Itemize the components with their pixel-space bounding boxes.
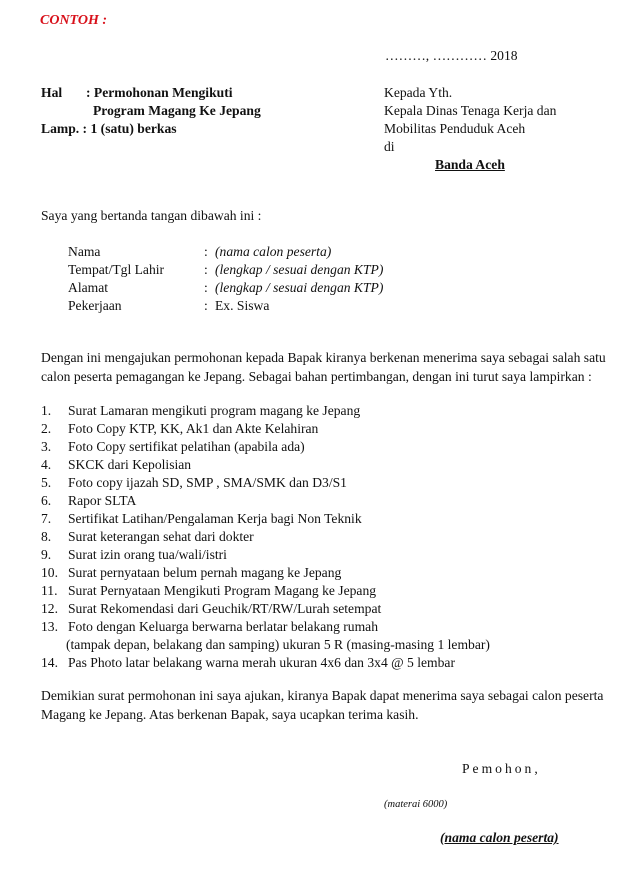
recipient-city: Banda Aceh bbox=[435, 157, 505, 172]
item-text: Surat izin orang tua/wali/istri bbox=[68, 547, 227, 562]
item-number: 13. bbox=[41, 619, 58, 634]
item-text: Surat keterangan sehat dari dokter bbox=[68, 529, 254, 544]
item-text: SKCK dari Kepolisian bbox=[68, 457, 192, 472]
identity-colon: : bbox=[204, 262, 208, 277]
closing-paragraph: Demikian surat permohonan ini saya ajukan, kiranya Bapak dapat menerima saya sebagai calon peserta Magang ke Jepang. Atas berkenan Bapak, saya ucapkan terima kasih. bbox=[41, 688, 604, 722]
item-number: 3. bbox=[41, 439, 52, 454]
identity-label: Pekerjaan bbox=[68, 298, 122, 313]
item-text: Surat Lamaran mengikuti program magang ke Jepang bbox=[68, 403, 361, 418]
identity-value: (lengkap / sesuai dengan KTP) bbox=[215, 262, 384, 277]
item-text: Surat Pernyataan Mengikuti Program Magang ke Jepang bbox=[68, 583, 377, 598]
item-number: 2. bbox=[41, 421, 52, 436]
item-number: 8. bbox=[41, 529, 52, 544]
item-number: 4. bbox=[41, 457, 52, 472]
stamp-duty-note: (materai 6000) bbox=[384, 799, 448, 810]
identity-colon: : bbox=[204, 298, 208, 313]
identity-label: Alamat bbox=[68, 280, 109, 295]
identity-value: Ex. Siswa bbox=[215, 298, 270, 313]
item-number: 6. bbox=[41, 493, 52, 508]
hal-subject-line2: Program Magang Ke Jepang bbox=[93, 103, 261, 118]
recipient-block bbox=[384, 84, 556, 156]
hal-subject-line1: : Permohonan Mengikuti bbox=[86, 85, 233, 100]
item-number: 10. bbox=[41, 565, 58, 580]
item-text: Surat pernyataan belum pernah magang ke Jepang bbox=[68, 565, 342, 580]
applicant-name: (nama calon peserta) bbox=[440, 830, 559, 845]
identity-colon: : bbox=[204, 244, 208, 259]
item-number: 1. bbox=[41, 403, 52, 418]
recipient-line4: di bbox=[384, 139, 395, 154]
request-paragraph: Dengan ini mengajukan permohonan kepada Bapak kiranya berkenan menerima saya sebagai salah satu calon peserta pemagangan ke Jepang. Sebagai bahan pertimbangan, dengan ini turut saya lampirkan : bbox=[41, 350, 606, 384]
identity-value: (nama calon peserta) bbox=[215, 244, 332, 259]
identity-label: Tempat/Tgl Lahir bbox=[68, 262, 165, 277]
identity-value: (lengkap / sesuai dengan KTP) bbox=[215, 280, 384, 295]
item-text: Foto Copy KTP, KK, Ak1 dan Akte Kelahiran bbox=[68, 421, 319, 436]
applicant-label: Pemohon, bbox=[462, 761, 541, 776]
item-text: Sertifikat Latihan/Pengalaman Kerja bagi Non Teknik bbox=[68, 511, 362, 526]
item-text: Foto copy ijazah SD, SMP , SMA/SMK dan D3/S1 bbox=[68, 475, 347, 490]
item-number: 5. bbox=[41, 475, 52, 490]
lampiran-line: Lamp. : 1 (satu) berkas bbox=[41, 121, 177, 136]
item-number: 12. bbox=[41, 601, 58, 616]
identity-label: Nama bbox=[68, 244, 101, 259]
recipient-line2: Kepala Dinas Tenaga Kerja dan bbox=[384, 103, 557, 118]
item-text: Surat Rekomendasi dari Geuchik/RT/RW/Lurah setempat bbox=[68, 601, 382, 616]
item-number: 14. bbox=[41, 655, 58, 670]
item-text: (tampak depan, belakang dan samping) ukuran 5 R (masing-masing 1 lembar) bbox=[66, 637, 490, 652]
intro-text: Saya yang bertanda tangan dibawah ini : bbox=[41, 208, 262, 223]
item-text: Pas Photo latar belakang warna merah ukuran 4x6 dan 3x4 @ 5 lembar bbox=[68, 655, 455, 670]
item-number: 9. bbox=[41, 547, 52, 562]
item-text: Rapor SLTA bbox=[68, 493, 137, 508]
recipient-line1: Kepada Yth. bbox=[384, 85, 453, 100]
identity-colon: : bbox=[204, 280, 208, 295]
example-label: CONTOH : bbox=[40, 13, 108, 28]
item-text: Foto Copy sertifikat pelatihan (apabila ada) bbox=[68, 439, 305, 454]
item-text: Foto dengan Keluarga berwarna berlatar belakang rumah bbox=[68, 619, 379, 634]
item-number: 11. bbox=[41, 583, 58, 598]
letter-date: ………, ………… 2018 bbox=[385, 48, 518, 63]
hal-label: Hal bbox=[41, 85, 63, 100]
item-number: 7. bbox=[41, 511, 52, 526]
recipient-line3: Mobilitas Penduduk Aceh bbox=[384, 121, 526, 136]
